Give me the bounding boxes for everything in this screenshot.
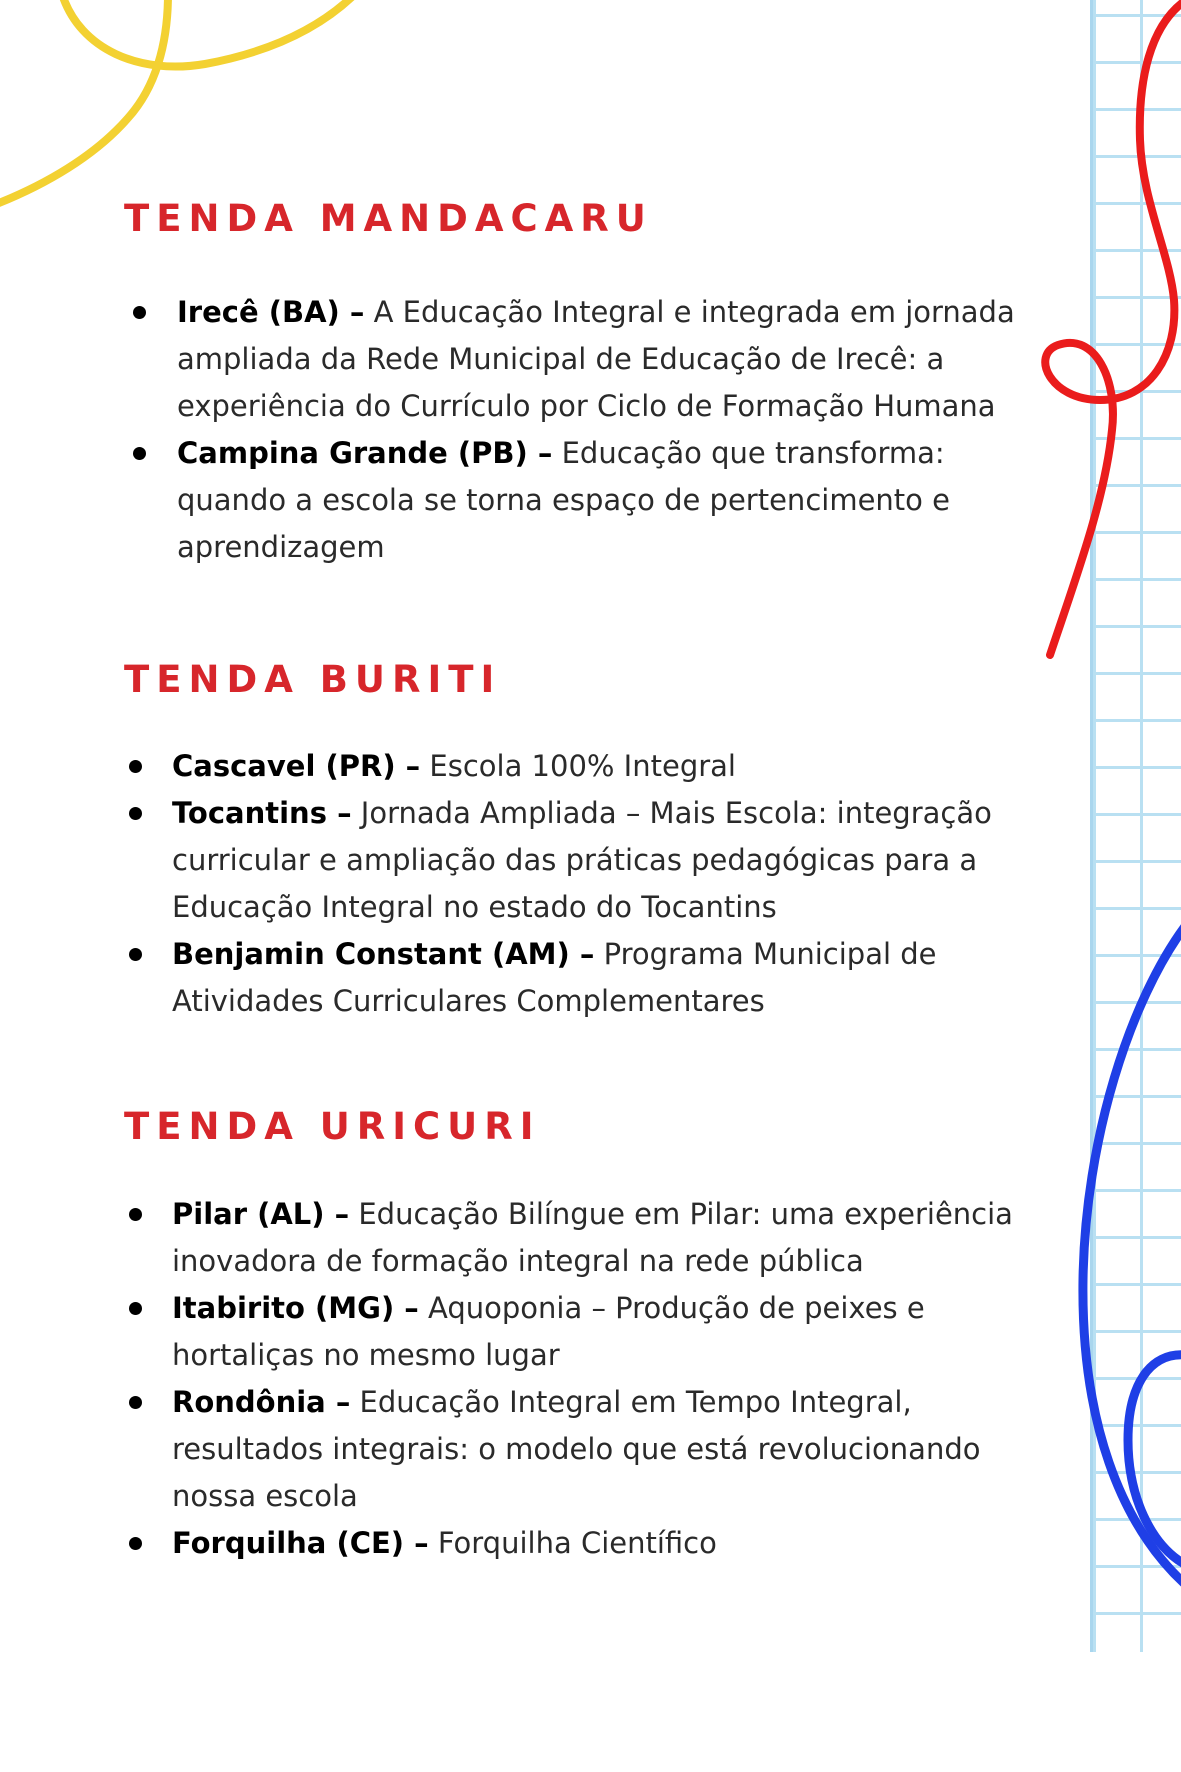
list-item [124,931,1024,1025]
bullet-icon [129,807,142,820]
bullet-icon [129,1208,142,1221]
bullet-icon [129,1537,142,1550]
list-item [124,1191,1024,1285]
list-item [124,1285,1024,1379]
section-tenda-buriti [124,658,1024,1025]
bullet-icon [129,760,142,773]
item-description: Educação que transforma: quando a escola se torna espaço de pertencimento e aprendizagem [177,436,950,564]
bullet-icon [133,306,146,319]
item-location: Rondônia – [172,1385,351,1419]
item-list [124,289,1024,571]
item-description: A Educação Integral e integrada em jornada ampliada da Rede Municipal de Educação de Irecê: a experiência do Currículo por Ciclo de Formação Humana [177,295,1015,423]
item-location: Itabirito (MG) – [172,1291,419,1325]
section-tenda-uricuri [124,1105,1024,1567]
item-description: Aquoponia – Produção de peixes e hortaliças no mesmo lugar [172,1291,925,1372]
item-description: Escola 100% Integral [420,749,736,783]
item-description: Programa Municipal de Atividades Curriculares Complementares [172,937,937,1018]
item-list [124,743,1024,1025]
bullet-icon [133,447,146,460]
bullet-icon [129,948,142,961]
item-location: Benjamin Constant (AM) – [172,937,595,971]
item-description: Forquilha Científico [428,1526,717,1560]
section-tenda-mandacaru [124,197,1024,571]
section-title: TENDA MANDACARU [124,197,653,240]
list-item [124,430,1024,571]
list-item [124,1520,1024,1567]
list-item [124,790,1024,931]
list-item [124,1379,1024,1520]
section-title: TENDA URICURI [124,1105,541,1148]
item-location: Irecê (BA) – [177,295,365,329]
item-location: Forquilha (CE) – [172,1526,429,1560]
yellow-curve-decoration [0,0,168,205]
item-description: Jornada Ampliada – Mais Escola: integração curricular e ampliação das práticas pedagógicas para a Educação Integral no estado do Tocantins [172,796,992,924]
item-location: Tocantins – [172,796,352,830]
yellow-squiggle-decoration [62,0,355,67]
item-location: Cascavel (PR) – [172,749,421,783]
section-title: TENDA BURITI [124,658,502,701]
item-description: Educação Integral em Tempo Integral, resultados integrais: o modelo que está revolucionando nossa escola [172,1385,981,1513]
item-location: Campina Grande (PB) – [177,436,553,470]
list-item [124,743,1024,790]
bullet-icon [129,1396,142,1409]
list-item [124,289,1024,430]
bullet-icon [129,1302,142,1315]
item-location: Pilar (AL) – [172,1197,350,1231]
item-list [124,1191,1024,1567]
grid-paper-strip [1090,0,1181,1652]
item-description: Educação Bilíngue em Pilar: uma experiência inovadora de formação integral na rede pública [172,1197,1013,1278]
